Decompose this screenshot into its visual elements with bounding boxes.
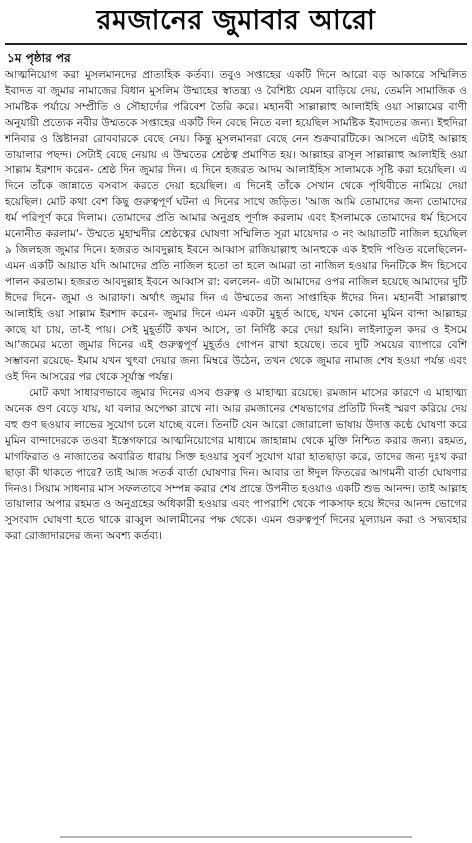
article-paragraph-1: আত্মনিয়োগ করা মুসলমানদের প্রাত্যহিক কর্তব্য। তবুও সপ্তাহের একটি দিনে আরো বড় আকারে সম্মিলিত ইবাদত বা জুমার নামাজের বিধান মুসলিম উম্মাহের স্বাতন্ত্র্য ও বৈশিষ্ট্য যেমন বাড়িয়ে দেয়, তেমনি সামাজিক ও সামষ্টিক পর্যায়ে সম্প্রীতি ও সৌহার্দ্যের পরিবেশ তৈরি করে। মহানবী সাল্লাল্লাহু আলাইহি ওয়া সাল্লামের বাণী অনুযায়ী প্রত্যেক নবীর উম্মতকে সপ্তাহের একটি দিন বেছে নিতে বলা হয়েছিল সামষ্টিক ইবাদতের জন্য। ইহুদিরা শনিবার ও খ্রিষ্টানরা রোববারকে বেছে নেয়। কিন্তু মুসলমানরা বেছে নেন শুক্রবারটিকে। আসলে এটাই আল্লাহ তায়ালার পছন্দ। সেটাই বেছে নেয়ায় এ উম্মতের শ্রেষ্ঠত্ব প্রমাণিত হয়। আল্লাহর রাসূল সাল্লাল্লাহু আলাইহি ওয়া সাল্লাম ইরশাদ করেন- শ্রেষ্ঠ দিন জুমার দিন। এ দিনে হজরত আদম আলাইহিস সালামকে সৃষ্টি করা হয়েছিল। এ দিনে তাঁকে জান্নাতে বসবাস করতে দেয়া হয়েছিল। এ দিনেই তাঁকে সেখান থেকে পৃথিবীতে নামিয়ে দেয়া হয়েছিল। মোট কথা বেশ কিছু গুরুত্বপূর্ণ ঘটনা এ দিনের সাথে জড়িত। 'আজ আমি তোমাদের জন্য তোমাদের ধর্ম পরিপূর্ণ করে দিলাম। তোমাদের প্রতি আমার অনুগ্রহ পূর্ণাঙ্গ করলাম এবং ইসলামকে তোমাদের ধর্ম হিসেবে মনোনীত করলাম'- উম্মতে মুহাম্মদীর শ্রেষ্ঠত্বের ঘোষণা সম্মিলিত সূরা মায়েদার ৩ নং আয়াতটি নাজিল হয়েছিল ৯ জিলহজ জুমার দিনে। হজরত আবদুল্লাহ ইবনে আব্বাস রাজিয়াল্লাহু আনহুকে এক ইহুদি পণ্ডিত বলেছিলেন- এমন একটি আয়াত যদি আমাদের প্রতি নাজিল হতো তা হলে আমরা তা নাজিল হওয়ার দিনটিকে ঈদ হিসেবে পালন করতাম। হজরত আবদুল্লাহ ইবনে আব্বাস রা: বললেন- এটা আমাদের ওপর নাজিল হয়েছে আমাদের দুটি ঈদের দিনে- জুমা ও আরাফা। অর্থাৎ জুমার দিন এ উম্মতের জন্য সাপ্তাহিক ঈদের দিন। মহানবী সাল্লাল্লাহু আলাইহি ওয়া সাল্লাম ইরশাদ করেন- জুমার দিনে এমন একটা মুহূর্ত আছে, যখন কোনো মুমিন বান্দা আল্লাহর কাছে যা চায়, তা-ই পায়। সেই মুহূর্তটি কখন আসে, তা নির্দিষ্ট করে দেয়া হয়নি। লাইলাতুল কদর ও ইসমে আ'জমের মতো জুমার দিনের এই গুরুত্বপূর্ণ মুহূর্তও গোপন রাখা হয়েছে। তবে দুটি সময়ের ব্যাপারে বেশি সম্ভাবনা রয়েছে- ইমাম যখন খুৎবা দেয়ার জন্য মিম্বরে উঠেন, তখন থেকে জুমার নামাজ শেষ হওয়া পর্যন্ত এবং ওই দিন আসরের পর থেকে সূর্যাস্ত পর্যন্ত। (5, 69, 467, 384)
newspaper-page (0, 4, 472, 843)
article-paragraph-2: মোট কথা সাধারণভাবে জুমার দিনের এসব গুরুত্ব ও মাহাত্ম্য রয়েছে। রমজান মাসের কারণে এ মাহাত্ম্য অনেক গুণ বেড়ে যায়, যা বলার অপেক্ষা রাখে না। আর রমজানের শেষভাগের প্রতিটি দিনই স্মরণ করিয়ে দেয় বহু গুণ ছওয়াব লাভের সুযোগ চলে যাচ্ছে বলে। তিনটি যেন আরো জোরালো ভাষায় উদাত্ত কণ্ঠে ঘোষণা করে মুমিন বান্দাদেরকে তওবা ইস্তেগফারে আত্মনিয়োগের মাধ্যমে জাহান্নাম থেকে মুক্তি নিশ্চিত করার জন্য। রহমত, মাগফিরাত ও নাজাতের অবারিত ধারায় সিক্ত হওয়ার সুবর্ণ সুযোগ যারা হাতছাড়া করে, তাদের জন্য দুঃখ করা ছাড়া কী থাকতে পারে? তাই আজ সতর্ক বার্তা ঘোষণার দিন। আবার তা ঈদুল ফিতরের আগমনী বার্তা ঘোষণার দিনও। সিয়াম সাধনার মাস সফলতাবে সম্পন্ন করার শেষ প্রান্তে উপনীত হওয়াও একটি শুভ আনন্দ। তাই আল্লাহ তায়ালার অপার রহমত ও অনুগ্রহের অধিকারী হওয়ার এবং পাপরাশি থেকে পাকসাফ হয়ে ঈদের আনন্দ ভোগের সুসংবাদ ঘোষণা হতে থাকে রাব্বুল আলামীনের পক্ষ থেকে। এমন গুরুত্বপূর্ণ দিনের মূল্যায়ন করা ও সদ্ব্যবহার করা রোজাদারদের জন্য অবশ্য কর্তব্য। (5, 387, 467, 543)
continuation-label: ১ম পৃষ্ঠার পর (7, 51, 71, 65)
headline-divider (5, 43, 467, 45)
cut-off-next-line (60, 836, 412, 843)
headline: রমজানের জুমাবার আরো (96, 5, 376, 36)
article-body (3, 68, 469, 545)
